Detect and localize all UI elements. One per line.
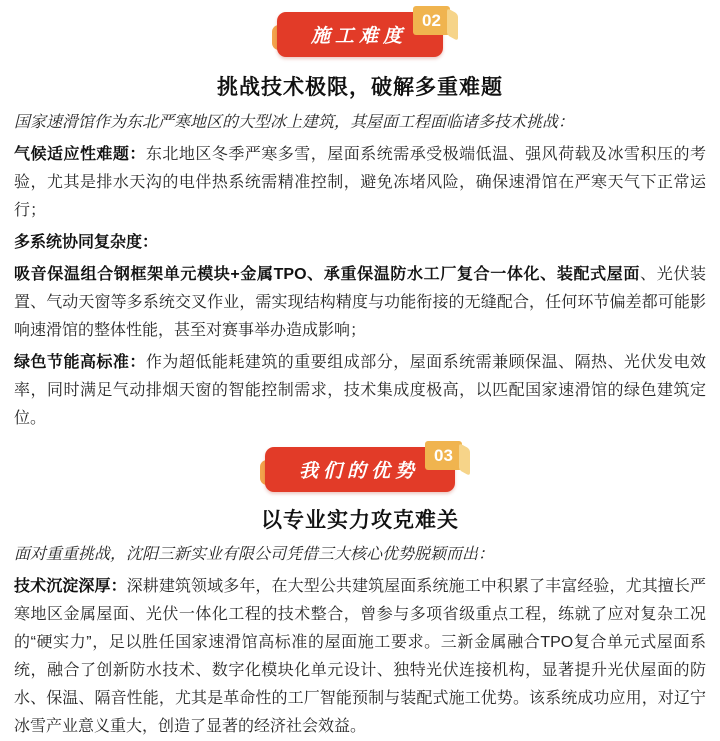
section-content — [0, 109, 720, 433]
paragraph-climate — [14, 141, 706, 225]
badge-label: 我们的优势 — [265, 447, 455, 492]
section-badge-02 — [277, 12, 443, 56]
section-intro: 国家速滑馆作为东北严寒地区的大型冰上建筑，其屋面工程面临诸多技术挑战： — [14, 114, 575, 131]
section-our-advantages — [0, 447, 720, 741]
paragraph-technical-depth — [14, 573, 706, 741]
section-badge-03 — [265, 447, 455, 491]
section-content — [0, 541, 720, 741]
paragraph-green-standard — [14, 349, 706, 433]
paragraph-text: 东北地区冬季严寒多雪，屋面系统需承受极端低温、强风荷载及冰雪积压的考验，尤其是排水天沟的电伴热系统需精准控制，避免冻堵风险，确保速滑馆在严寒天气下正常运行； — [14, 146, 706, 219]
paragraph-multisystem-title — [14, 229, 706, 257]
badge-label: 施工难度 — [277, 12, 443, 57]
paragraph-lead: 吸音保温组合钢框架单元模块+金属TPO、承重保温防水工厂复合一体化、装配式屋面 — [14, 266, 641, 283]
paragraph-multisystem-body — [14, 261, 706, 345]
section-construction-difficulty — [0, 12, 720, 433]
paragraph-text: 作为超低能耗建筑的重要组成部分，屋面系统需兼顾保温、隔热、光伏发电效率，同时满足气动排烟天窗的智能控制需求，技术集成度极高，以匹配国家速滑馆的绿色建筑定位。 — [14, 354, 706, 427]
paragraph-text: 、光伏装置、气动天窗等多系统交叉作业，需实现结构精度与功能衔接的无缝配合，任何环节偏差都可能影响速滑馆的整体性能，甚至对赛事举办造成影响； — [14, 266, 706, 339]
paragraph-lead: 多系统协同复杂度： — [14, 234, 159, 251]
badge-number-tab: 02 — [413, 6, 450, 35]
paragraph-lead: 绿色节能高标准： — [14, 354, 146, 371]
paragraph-lead: 气候适应性难题： — [14, 146, 146, 163]
paragraph-text: 深耕建筑领域多年，在大型公共建筑屋面系统施工中积累了丰富经验，尤其擅长严寒地区金属屋面、光伏一体化工程的技术整合，曾参与多项省级重点工程，练就了应对复杂工况的“硬实力”，足以胜任国家速滑馆高标准的屋面施工要求。三新金属融合TPO复合单元式屋面系统，融合了创新防水技术、数字化模块化单元设计、独特光伏连接机构，显著提升光伏屋面的防水、保温、隔音性能，尤其是革命性的工厂智能预制与装配式施工优势。该系统成功应用，对辽宁冰雪产业意义重大，创造了显著的经济社会效益。 — [14, 578, 706, 735]
badge-number-tab: 03 — [425, 441, 462, 470]
section-heading: 挑战技术极限，破解多重难题 — [217, 76, 503, 99]
paragraph-lead: 技术沉淀深厚： — [14, 578, 127, 595]
section-heading: 以专业实力攻克难关 — [261, 509, 459, 532]
section-intro: 面对重重挑战，沈阳三新实业有限公司凭借三大核心优势脱颖而出： — [14, 546, 495, 563]
